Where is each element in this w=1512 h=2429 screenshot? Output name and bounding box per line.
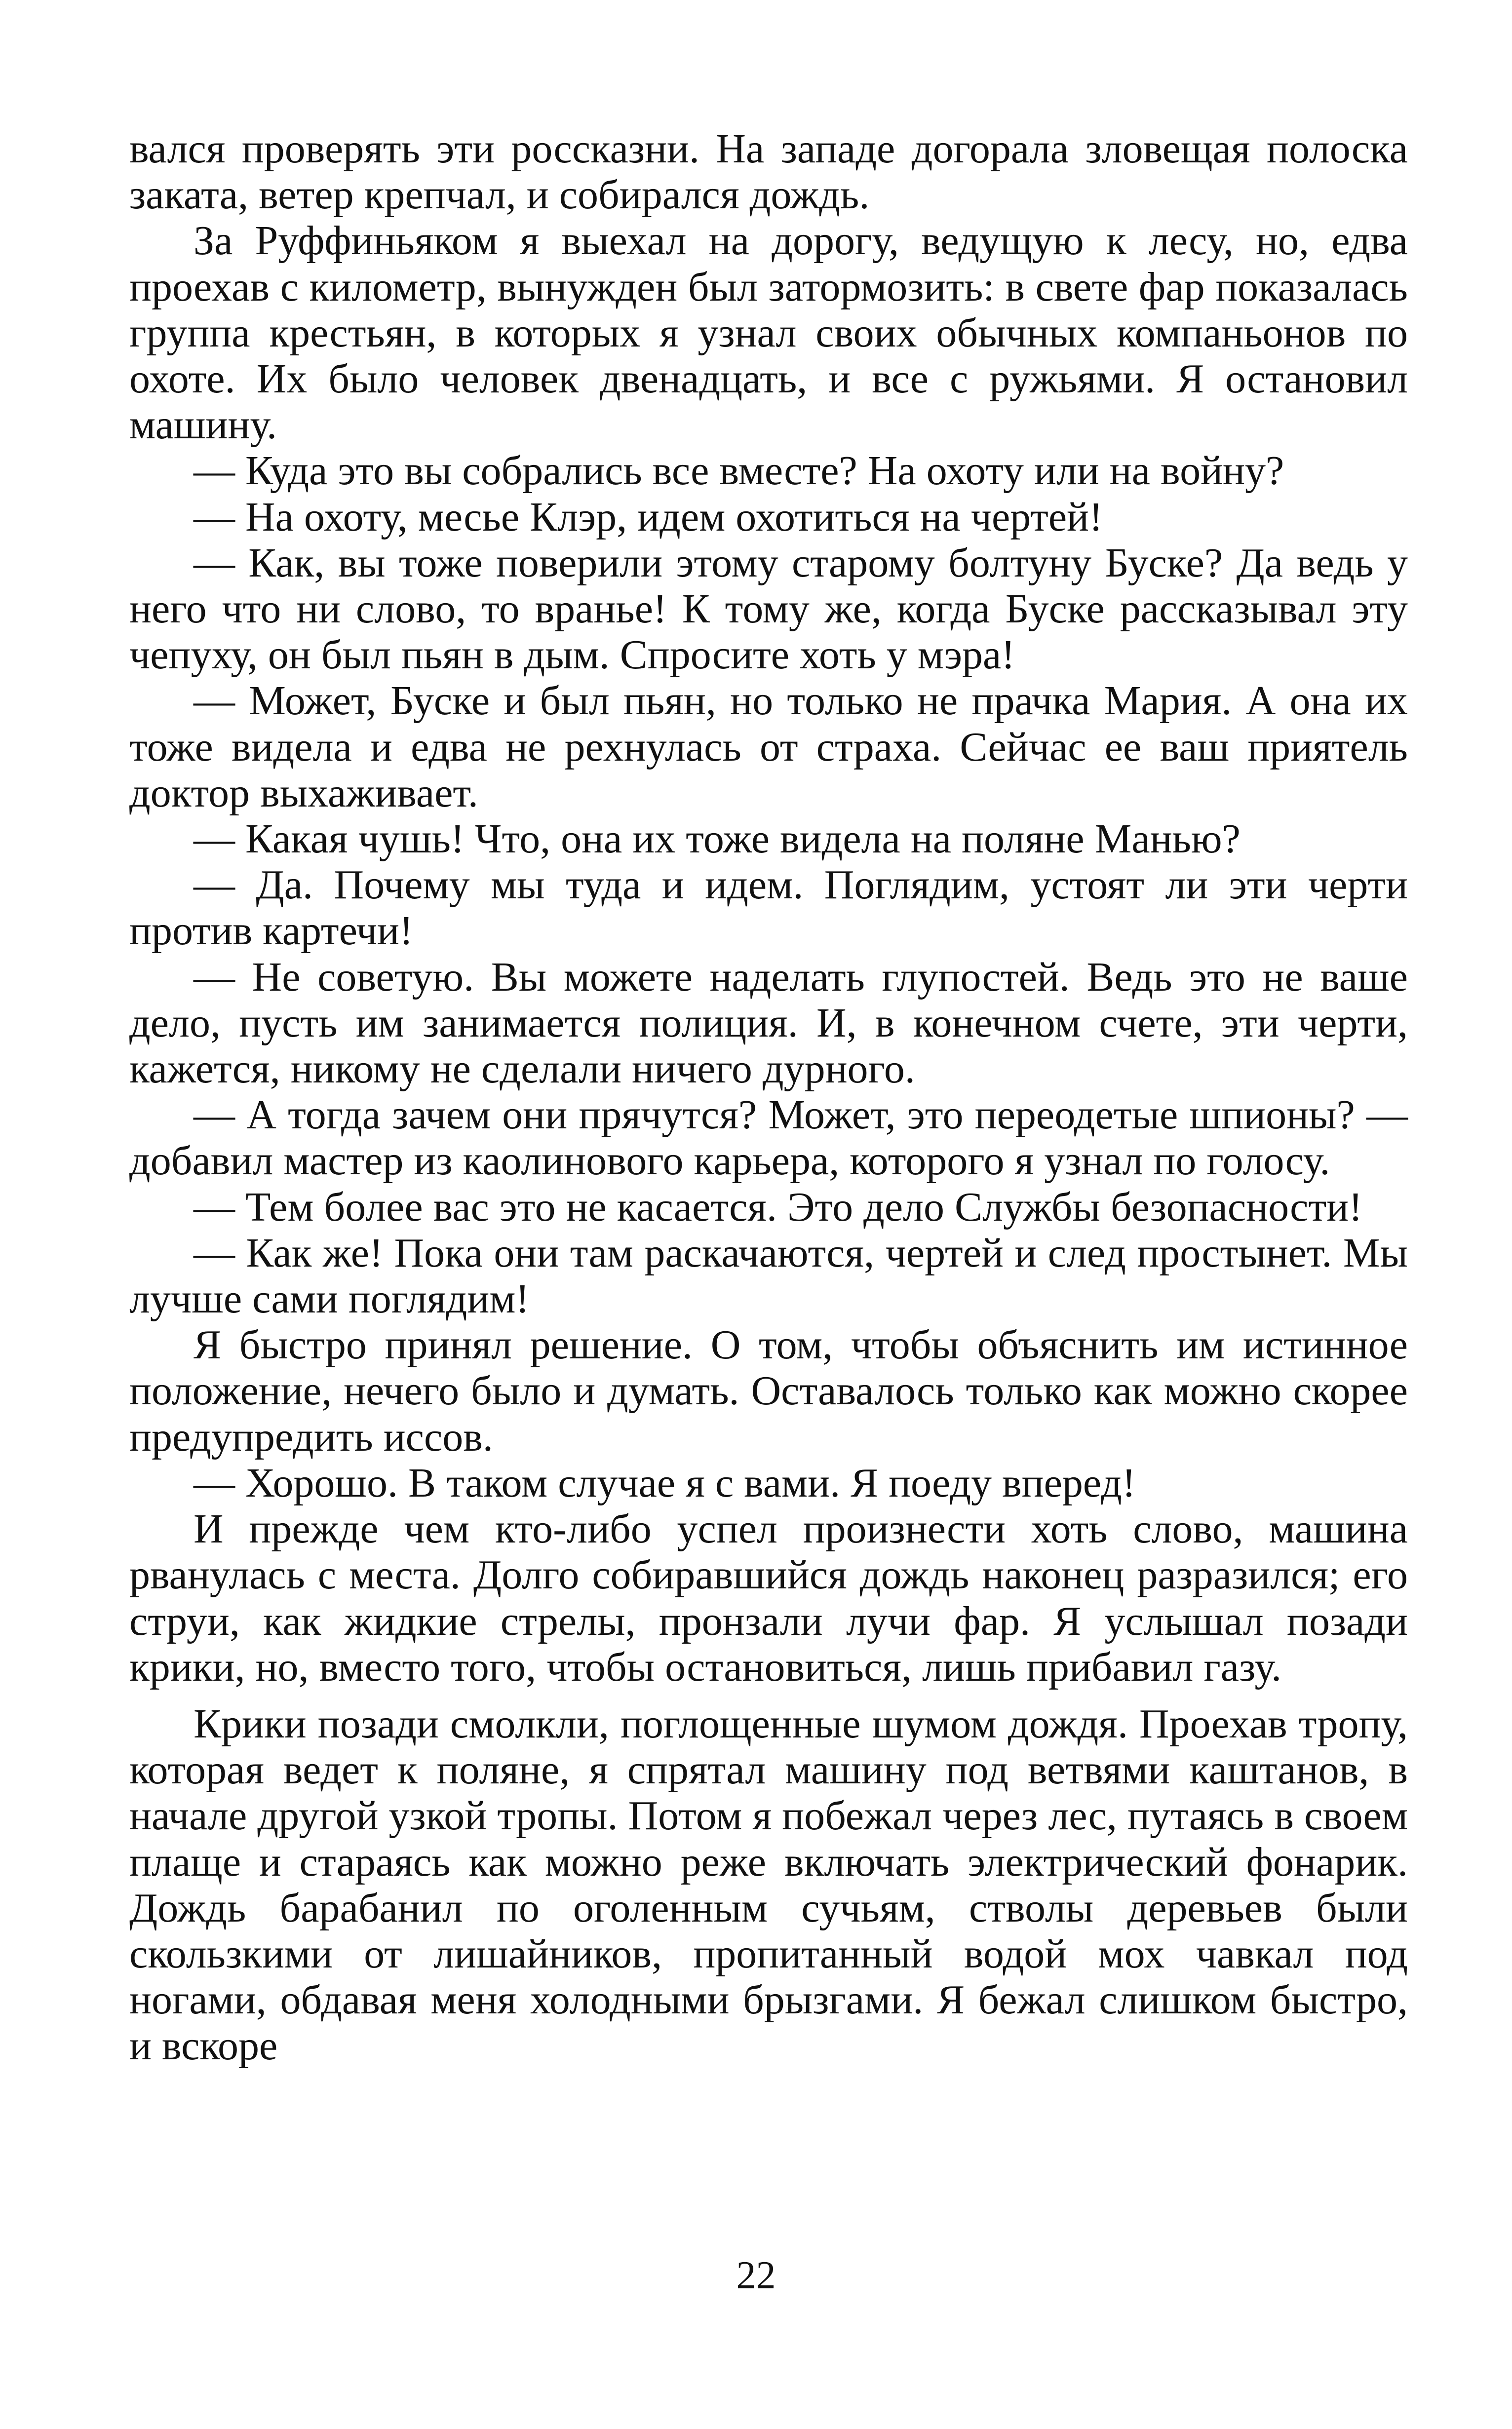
- page-number: 22: [736, 2254, 776, 2297]
- dialogue-line: — Хорошо. В таком случае я с вами. Я поеду вперед!: [194, 1460, 1136, 1506]
- paragraph: Я быстро принял решение. О том, чтобы объяснить им истинное положение, нечего было и думать. Оставалось только как можно скорее предупредить иссов.: [129, 1322, 1408, 1460]
- dialogue-line: — Какая чушь! Что, она их тоже видела на поляне Манью?: [194, 816, 1241, 862]
- dialogue-line: — А тогда зачем они прячутся? Может, это переодетые шпионы? — добавил мастер из каолинового карьера, которого я узнал по голосу.: [129, 1092, 1408, 1184]
- dialogue-line: — На охоту, месье Клэр, идем охотиться на чертей!: [194, 494, 1103, 540]
- dialogue-line: — Да. Почему мы туда и идем. Поглядим, устоят ли эти черти против картечи!: [129, 862, 1408, 954]
- paragraph: Крики позади смолкли, поглощенные шумом дождя. Проехав тропу, которая ведет к поляне, я спрятал машину под ветвями каштанов, в начале другой узкой тропы. Потом я побежал через лес, путаясь в своем плаще и стараясь как можно реже включать электрический фонарик. Дождь барабанил по оголенным сучьям, стволы деревьев были скользкими от лишайников, пропитанный водой мох чавкал под ногами, обдавая меня холодными брызгами. Я бежал слишком быстро, и вскоре: [129, 1700, 1408, 2069]
- paragraph-continued: вался проверять эти россказни. На западе догорала зловещая полоска заката, ветер крепчал, и собирался дождь.: [129, 126, 1408, 218]
- dialogue-line: — Как, вы тоже поверили этому старому болтуну Буске? Да ведь у него что ни слово, то вранье! К тому же, когда Буске рассказывал эту чепуху, он был пьян в дым. Спросите хоть у мэра!: [129, 540, 1408, 678]
- dialogue-line: — Не советую. Вы можете наделать глупостей. Ведь это не ваше дело, пусть им занимается полиция. И, в конечном счете, эти черти, кажется, никому не сделали ничего дурного.: [129, 954, 1408, 1092]
- paragraph: И прежде чем кто-либо успел произнести хоть слово, машина рванулась с места. Долго собиравшийся дождь наконец разразился; его струи, как жидкие стрелы, пронзали лучи фар. Я услышал позади крики, но, вместо того, чтобы остановиться, лишь прибавил газу.: [129, 1506, 1408, 1690]
- dialogue-line: — Тем более вас это не касается. Это дело Службы безопасности!: [194, 1184, 1363, 1230]
- book-page-text: [129, 126, 1408, 2069]
- dialogue-line: — Может, Буске и был пьян, но только не прачка Мария. А она их тоже видела и едва не рехнулась от страха. Сейчас ее ваш приятель доктор выхаживает.: [129, 678, 1408, 816]
- dialogue-line: — Как же! Пока они там раскачаются, чертей и след простынет. Мы лучше сами поглядим!: [129, 1230, 1408, 1322]
- paragraph: За Руффиньяком я выехал на дорогу, ведущую к лесу, но, едва проехав с километр, вынужден был затормозить: в свете фар показалась группа крестьян, в которых я узнал своих обычных компаньонов по охоте. Их было человек двенадцать, и все с ружьями. Я остановил машину.: [129, 218, 1408, 448]
- dialogue-line: — Куда это вы собрались все вместе? На охоту или на войну?: [194, 448, 1284, 494]
